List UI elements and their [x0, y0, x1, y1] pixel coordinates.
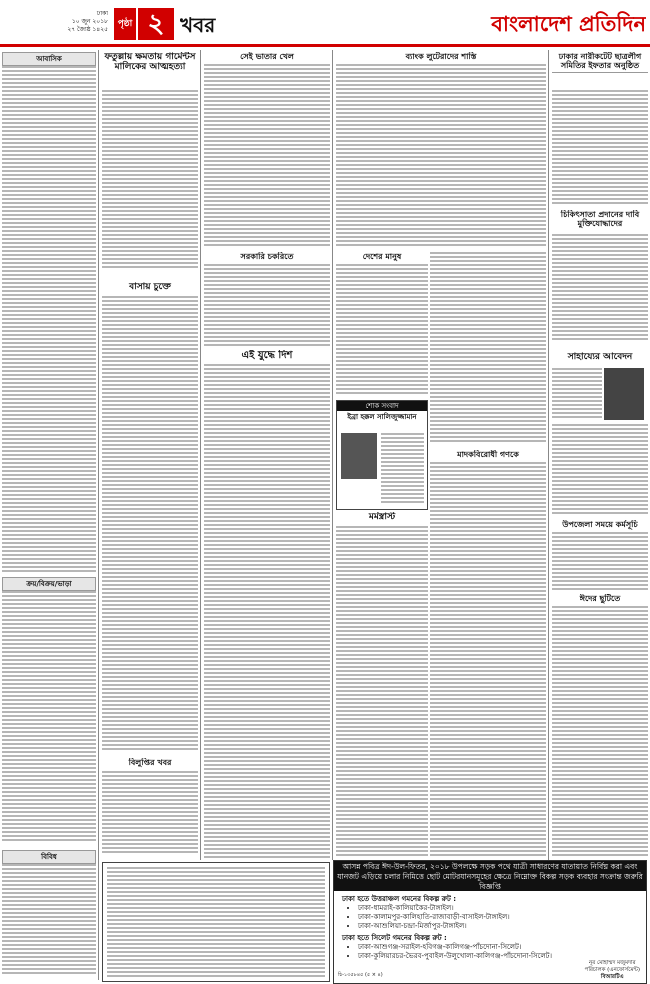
ad-routes — [342, 895, 640, 961]
story-iftar — [552, 52, 648, 208]
story-garments-suicide — [102, 52, 198, 280]
column-rule — [98, 50, 99, 980]
category-header: ক্রয়/বিক্রয়/ভাড়া — [2, 577, 96, 591]
category-header: আবাসিক — [2, 52, 96, 66]
appeal-photo — [604, 368, 644, 420]
divider — [552, 72, 648, 73]
section-title: খবর — [180, 13, 216, 37]
signature-title: পরিচালক (এনফোর্সমেন্ট) — [584, 967, 640, 973]
story-body — [552, 234, 648, 342]
route-item: • ঢাকা-কুলিয়ারচর-ভৈরব-পুবাইল-উলুখোলা-কালিগঞ্জ-পাঁচদোনা-সিলেট। — [358, 952, 640, 961]
column-rule — [200, 50, 201, 860]
route-list — [342, 904, 640, 931]
header-rule — [0, 44, 650, 47]
brta-notice-ad — [333, 860, 647, 984]
story-eid-holiday — [552, 594, 648, 858]
story-drugs-crush — [336, 512, 428, 858]
story-anti-drug — [430, 450, 546, 858]
route-heading: ঢাকা হতে উত্তরাঞ্চল গমনের বিকল্প রুট : — [342, 895, 457, 903]
story-body — [336, 64, 546, 248]
classified-residential — [2, 52, 96, 572]
story-headline[interactable]: বিলুপ্তির খবর — [128, 758, 172, 767]
story-bank-cont — [430, 252, 546, 448]
story-headline[interactable]: ফতুল্লায় ক্ষমতায় গার্মেন্টস মালিকের আত্মহত্যা — [104, 52, 196, 73]
classified-text — [2, 864, 96, 976]
route-item: • ঢাকা-আশুলিয়া-চন্দ্রা-মির্জাপুর-টাঙ্গাইল। — [358, 922, 640, 931]
story-body — [552, 606, 648, 858]
route-item: • ঢাকা-ধামরাই-কালিয়াকৈর-টাঙ্গাইল। — [358, 904, 640, 913]
story-body — [430, 462, 546, 858]
story-body — [552, 368, 602, 420]
ad-signature — [585, 960, 640, 981]
story-people — [336, 252, 428, 398]
story-appeal — [552, 352, 648, 518]
date-line-2: ১০ জুন ২০১৮ — [71, 18, 108, 25]
story-headline[interactable]: বাসায় চুক্তে — [129, 282, 171, 292]
story-bank-looters — [336, 52, 546, 252]
route-heading: ঢাকা হতে সিলেট গমনের বিকল্প রুট : — [342, 934, 447, 942]
date-line-3: ২৭ জ্যৈষ্ঠ ১৪২৫ — [67, 26, 108, 33]
column-rule — [548, 50, 549, 980]
story-body — [102, 296, 198, 752]
story-headline[interactable]: দেশের মানুষ — [362, 252, 402, 261]
ad-code: চি-১৩৫৮৪৫ (৫ × ৪) — [338, 972, 383, 978]
story-body — [204, 264, 330, 348]
page-number: ২ — [138, 8, 174, 40]
signature-name: নূর মোহাম্মদ মজুমদার — [588, 960, 636, 966]
page-label: পৃষ্ঠা — [114, 8, 136, 40]
category-header: বিবিধ — [2, 850, 96, 864]
story-body — [102, 90, 198, 270]
story-headline[interactable]: সেই ভাতার খেল — [240, 52, 294, 61]
story-house — [102, 282, 198, 756]
story-body — [204, 64, 330, 248]
obituary-text — [381, 433, 424, 505]
story-war — [204, 350, 330, 858]
route-list — [342, 943, 640, 961]
story-body — [430, 252, 546, 444]
agency-name: বিআরটিএ — [600, 974, 624, 980]
obituary-name: ইব্রা হক্কল সালিজুজ্জামান — [347, 413, 417, 421]
obituary-photo — [341, 433, 377, 479]
story-body — [552, 532, 648, 592]
classified-shop — [2, 577, 96, 845]
story-allowance — [204, 52, 330, 252]
column-rule — [332, 50, 333, 860]
story-upazila — [552, 520, 648, 592]
brand-logo[interactable]: বাংলাদেশ প্রতিদিন — [491, 11, 646, 36]
ad-headline: আসন্ন পবিত্র ঈদ-উল-ফিতর, ২০১৮ উপলক্ষে সড়ক পথে যাত্রী সাধারণের যাতায়াত নির্বিঘ্ন করা এবং যানজট এড়িয়ে চলার নিমিত্তে ছোট মোটরযানসমূহের ক্ষেত্রে নিম্নোক্ত বিকল্প সড়ক ব্যবহার সংক্রান্ত জরুরি বিজ্ঞপ্তি — [334, 861, 646, 891]
story-headline[interactable]: মর্মস্ব্রাস্ট — [368, 512, 396, 522]
story-body — [552, 90, 648, 206]
date-block — [0, 10, 108, 40]
story-headline[interactable]: চিকিৎসাতা প্রদানের দাবি মুক্তিযোদ্ধাদের — [560, 210, 640, 229]
obituary-box — [336, 400, 428, 510]
story-freedom-fighters — [552, 210, 648, 350]
story-body — [336, 526, 428, 858]
story-body — [336, 264, 428, 396]
story-headline[interactable]: ব্যাংক লুটেরাদের শাস্তি — [405, 52, 477, 61]
story-body — [204, 364, 330, 858]
story-headline[interactable]: মাদকবিরোধী গণকে — [457, 450, 519, 459]
story-govt-jobs — [204, 252, 330, 352]
story-headline[interactable]: এই যুদ্ধে দিশ — [241, 350, 293, 361]
story-body — [102, 771, 198, 855]
ad-text — [107, 867, 325, 979]
story-extinction — [102, 758, 198, 858]
date-line-1: ঢাকা — [96, 10, 108, 17]
story-headline[interactable]: ঈদের ছুটিতে — [579, 594, 621, 603]
obituary-heading: শোক সংবাদ — [337, 401, 427, 411]
route-item: • ঢাকা-আশুগঞ্জ-সরাইল-হবিগঞ্জ-কালিগঞ্জ-পাঁচদোনা-সিলেট। — [358, 943, 640, 952]
story-headline[interactable]: উপজেলা সময়ে কর্মসূচি — [562, 520, 638, 529]
classified-text — [2, 591, 96, 843]
small-ads-block — [102, 862, 330, 982]
story-headline[interactable]: ঢাকার নারীকটেট ছাত্রলীগ সমিতির ইফতার অনুষ্ঠিত — [558, 52, 642, 71]
route-item: • ঢাকা-কালামপুর-কালিহাতি-রাজাবাড়ী-বাসাইল-টাঙ্গাইল। — [358, 913, 640, 922]
story-body — [552, 424, 648, 516]
classified-text — [2, 66, 96, 572]
story-headline[interactable]: সরকারি চকরিতে — [240, 252, 294, 261]
story-headline[interactable]: সাহায্যের আবেদন — [567, 352, 633, 362]
classified-misc — [2, 850, 96, 980]
